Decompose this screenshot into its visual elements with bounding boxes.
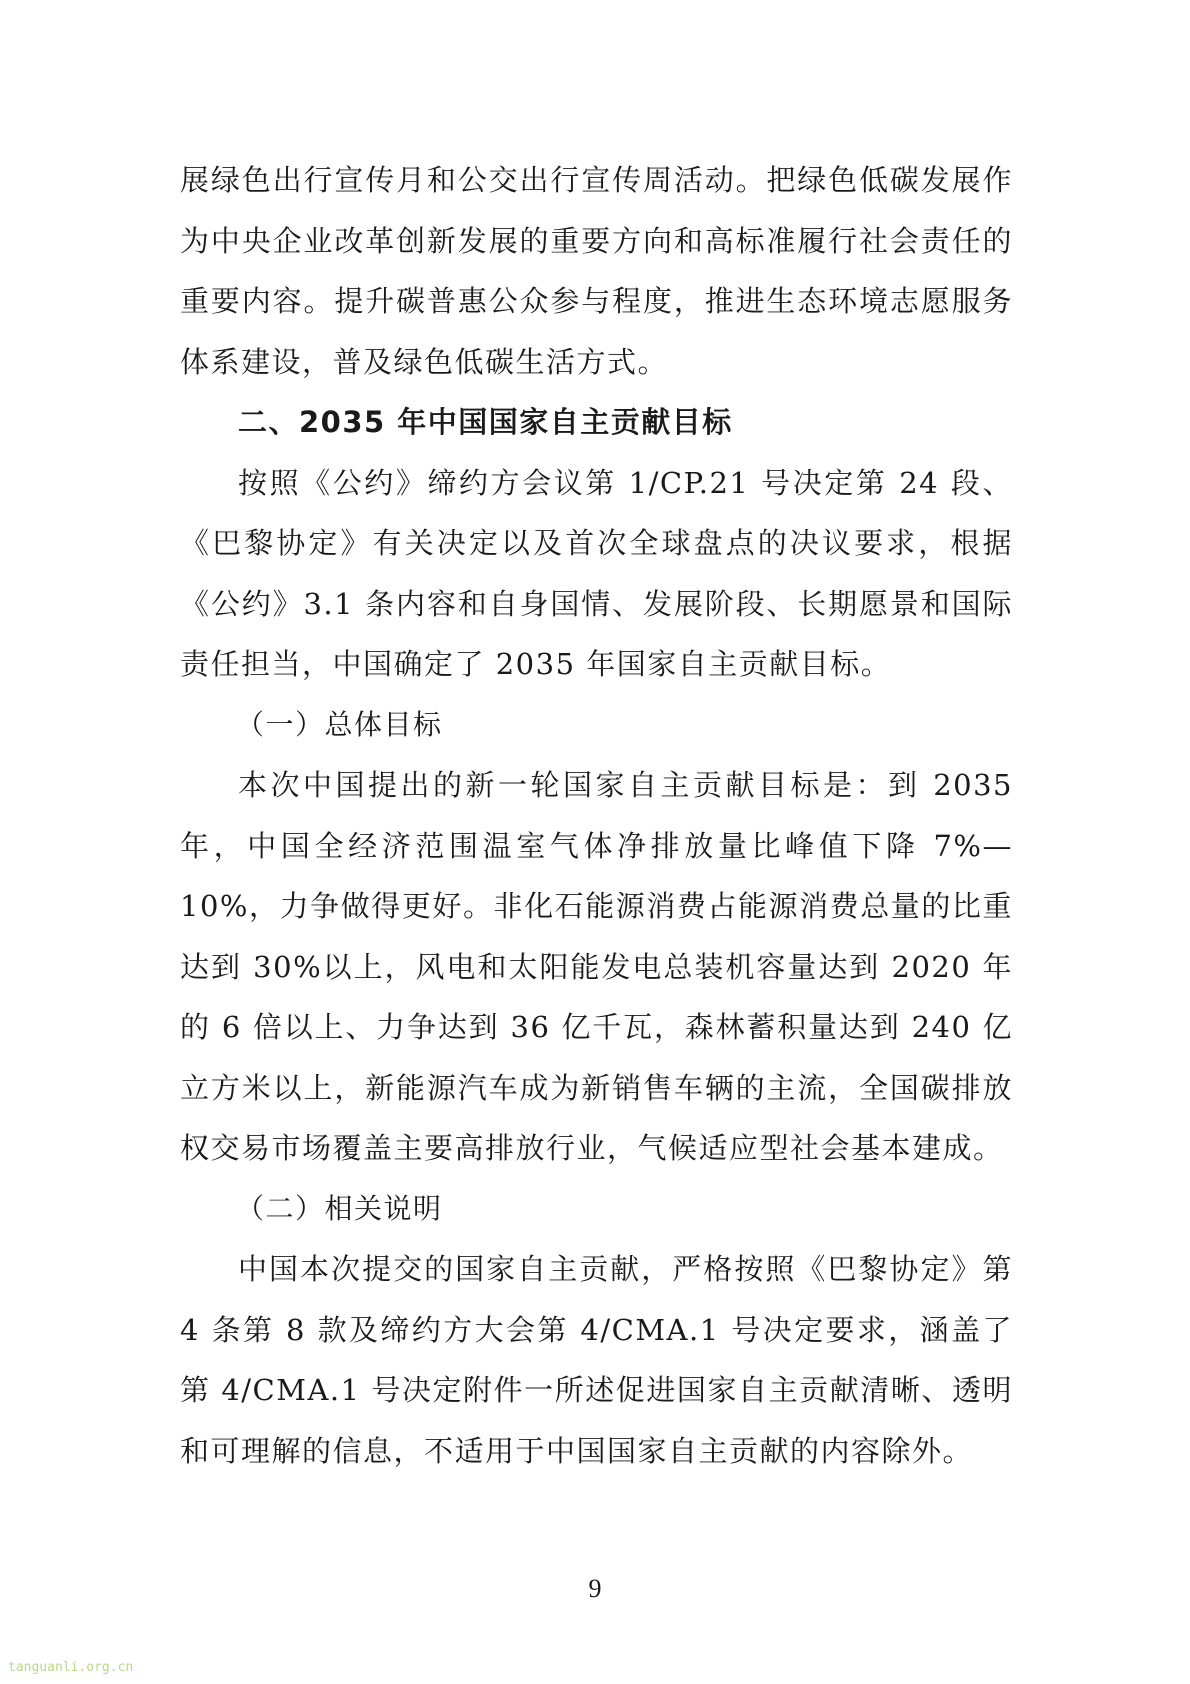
page-number: 9 xyxy=(588,1574,602,1603)
paragraph: 按照《公约》缔约方会议第 1/CP.21 号决定第 24 段、《巴黎协定》有关决定以及首次全球盘点的决议要求，根据《公约》3.1 条内容和自身国情、发展阶段、长期愿景和国际责任担当，中国确定了 2035 年国家自主贡献目标。 xyxy=(180,465,1013,681)
document-body xyxy=(180,150,1013,1481)
watermark: tanguanli.org.cn xyxy=(8,1660,134,1675)
subsection-heading-overall-goal: （一）总体目标 xyxy=(236,707,443,741)
paragraph-continued: 展绿色出行宣传月和公交出行宣传周活动。把绿色低碳发展作为中央企业改革创新发展的重要方向和高标准履行社会责任的重要内容。提升碳普惠公众参与程度，推进生态环境志愿服务体系建设，普及绿色低碳生活方式。 xyxy=(180,163,1013,379)
paragraph: 本次中国提出的新一轮国家自主贡献目标是：到 2035 年，中国全经济范围温室气体净排放量比峰值下降 7%—10%，力争做得更好。非化石能源消费占能源消费总量的比重达到 30%以上，风电和太阳能发电总装机容量达到 2020 年的 6 倍以上、力争达到 36 亿千瓦，森林蓄积量达到 240 亿立方米以上，新能源汽车成为新销售车辆的主流，全国碳排放权交易市场覆盖主要高排放行业，气候适应型社会基本建成。 xyxy=(180,768,1013,1165)
paragraph: 中国本次提交的国家自主贡献，严格按照《巴黎协定》第 4 条第 8 款及缔约方大会第 4/CMA.1 号决定要求，涵盖了第 4/CMA.1 号决定附件一所述促进国家自主贡献清晰、透明和可理解的信息，不适用于中国国家自主贡献的内容除外。 xyxy=(180,1252,1013,1468)
section-heading: 二、2035 年中国国家自主贡献目标 xyxy=(238,405,733,439)
subsection-heading-notes: （二）相关说明 xyxy=(236,1191,443,1225)
